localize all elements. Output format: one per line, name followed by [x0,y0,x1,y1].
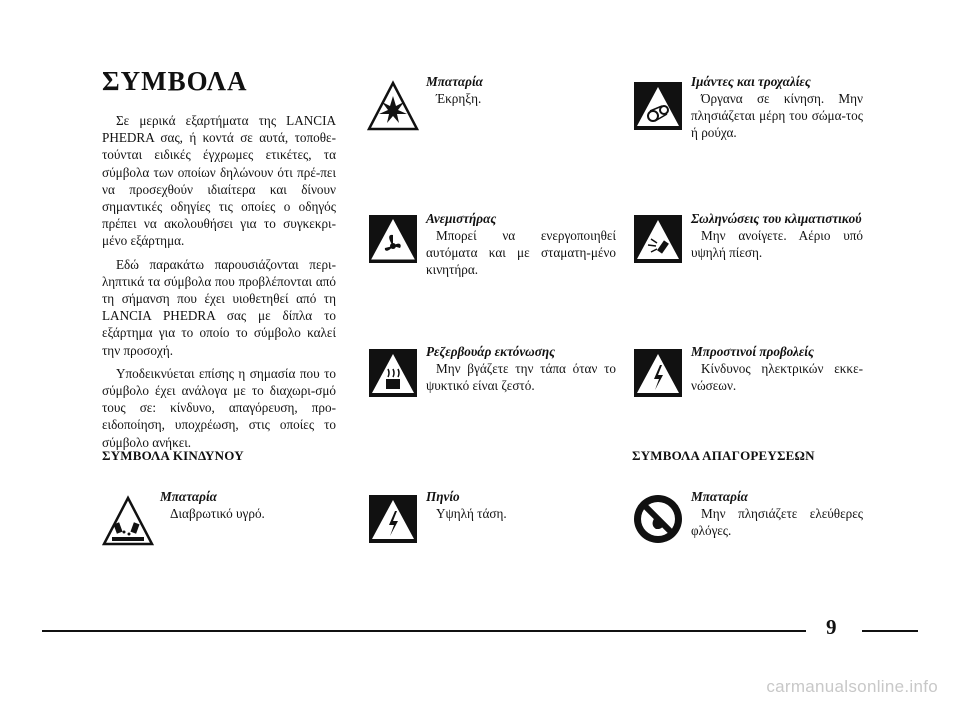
entry-fan [426,210,616,278]
page-title: ΣΥΜΒΟΛΑ [102,66,248,96]
entry-expansion-tank [426,343,616,394]
entry-heading: Πηνίο [426,489,460,504]
entry-description: Υψηλή τάση. [436,506,507,521]
corrosive-liquid-icon [102,495,154,547]
explosion-icon [367,80,419,132]
entry-coil [426,488,616,522]
entry-description: Διαβρωτικό υγρό. [170,506,265,521]
entry-heading: Μπαταρία [160,489,217,504]
entry-description: Κίνδυνος ηλεκτρικών εκκε-νώσεων. [691,361,863,393]
entry-heading: Σωληνώσεις του κλιματιστικού [691,211,862,226]
entry-heading: Μπαταρία [691,489,748,504]
electric-discharge-icon [632,347,684,399]
entry-description: Μην ανοίγετε. Αέριο υπό υψηλή πίεση. [691,228,863,260]
watermark: carmanualsonline.info [766,677,938,696]
entry-heading: Μπροστινοί προβολείς [691,344,814,359]
entry-heading: Ανεμιστήρας [426,211,497,226]
entry-description: Μην πλησιάζετε ελεύθερες φλόγες. [691,506,863,538]
footer-rule [42,630,806,632]
intro-paragraph: Εδώ παρακάτω παρουσιάζονται περι-ληπτικά τα σύμβολα που προβλέπονται από τη σήμανση που έχει υιοθετηθεί από τη LANCIA PHEDRA σας με δίπλα το εξάρτημα για το οποίο το σύμβολο καλεί την προσοχή. [102,256,336,358]
intro-paragraph: Σε μερικά εξαρτήματα της LANCIA PHEDRA σας, ή κοντά σε αυτά, τοποθε-τούνται ειδικές έγχρωμες ετικέτες, τα σύμβολα των οποίων δηλώνουν ότι πρέ-πει να προσεχθούν ιδιαίτερα και δίνουν σημαντικές οδηγίες τις οποίες ο οδηγός πρέπει να ακολουθήσει για το συγκεκρι-μένο εξάρτημα. [102,113,336,249]
pressurized-gas-icon [632,213,684,265]
entry-belts-pulleys [691,73,863,141]
intro-paragraph: Υποδεικνύεται επίσης η σημασία που το σύμβολο έχει ανάλογα με το διαχωρι-σμό τους σε: κίνδυνο, απαγόρευση, προ-ειδοποίηση, υποχρέωση, στις οποίες το σύμβολο ανήκει. [102,365,336,450]
high-voltage-icon [367,493,419,545]
prohibition-symbols-heading: ΣΥΜΒΟΛΑ ΑΠΑΓΟΡΕΥΣΕΩΝ [632,448,815,463]
footer-rule [862,630,918,632]
entry-description: Μπορεί να ενεργοποιηθεί αυτόματα και με σταματη-μένο κινητήρα. [426,228,616,277]
fan-icon [367,213,419,265]
entry-battery-corrosive [160,488,340,522]
entry-heading: Ιμάντες και τροχαλίες [691,74,811,89]
entry-heading: Μπαταρία [426,74,483,89]
belts-pulleys-icon [632,80,684,132]
danger-symbols-heading: ΣΥΜΒΟΛΑ ΚΙΝΔΥΝΟΥ [102,448,244,463]
entry-battery-explosion [426,73,616,107]
entry-ac-pipes [691,210,863,261]
hot-coolant-icon [367,347,419,399]
entry-battery-flames [691,488,863,539]
entry-headlights [691,343,863,394]
page-number: 9 [826,615,837,639]
no-open-flames-icon [632,493,684,545]
intro-text [102,112,336,457]
entry-heading: Ρεζερβουάρ εκτόνωσης [426,344,555,359]
entry-description: Όργανα σε κίνηση. Μην πλησιάζεται μέρη του σώμα-τος ή ρούχα. [691,91,863,140]
entry-description: Έκρηξη. [436,91,482,106]
entry-description: Μην βγάζετε την τάπα όταν το ψυκτικό είναι ζεστό. [426,361,616,393]
